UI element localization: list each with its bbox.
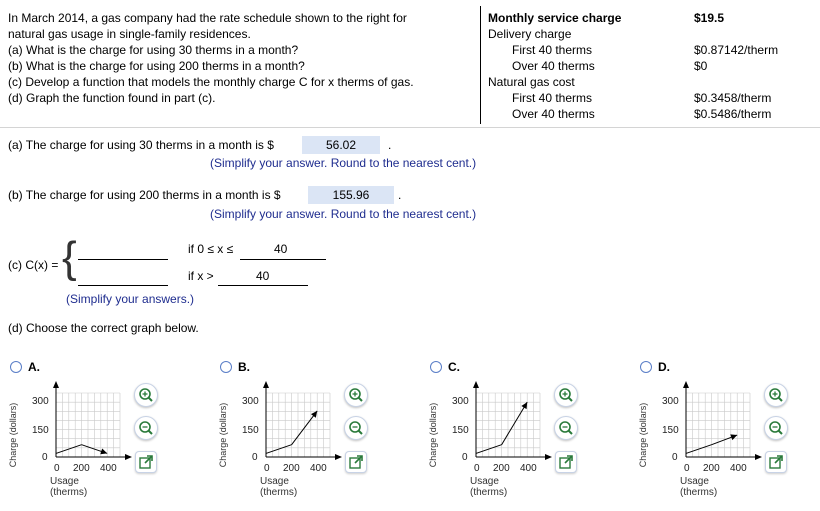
- y-tick-label: 150: [662, 425, 679, 436]
- zoom-in-button[interactable]: [764, 383, 788, 407]
- y-tick-label: 300: [662, 396, 679, 407]
- rate-table-divider: [480, 6, 481, 124]
- graph-arrowhead: [100, 449, 107, 455]
- natural-gas-label: Natural gas cost: [488, 75, 575, 89]
- option-radio[interactable]: [430, 361, 442, 373]
- part-a-hint: (Simplify your answer. Round to the nearest cent.): [210, 156, 477, 170]
- zoom-in-icon: [135, 384, 157, 406]
- zoom-out-icon: [765, 417, 787, 439]
- y-axis-label: Charge (dollars): [428, 402, 438, 468]
- graph-arrowhead: [311, 411, 317, 418]
- problem-line: In March 2014, a gas company had the rate schedule shown to the right for: [8, 11, 407, 25]
- x-tick-label: 0: [474, 463, 480, 474]
- y-axis-label: Charge (dollars): [218, 402, 228, 468]
- x-axis-arrow: [545, 454, 552, 460]
- x-tick-label: 400: [730, 463, 747, 474]
- y-tick-label: 300: [452, 396, 469, 407]
- arrow-shaft: [565, 456, 572, 463]
- enlarge-graph-button[interactable]: [135, 451, 157, 473]
- x-axis-arrow: [755, 454, 762, 460]
- delivery-over-value: $0: [694, 59, 708, 73]
- x-axis-arrow: [125, 454, 132, 460]
- arrow-shaft: [775, 456, 782, 463]
- x-tick-label: 0: [684, 463, 690, 474]
- x-tick-label: 200: [283, 463, 300, 474]
- magnifier-handle: [149, 398, 153, 402]
- part-a-prompt: (a) The charge for using 30 therms in a month is $: [8, 138, 274, 152]
- problem-line: (a) What is the charge for using 30 therms in a month?: [8, 43, 299, 57]
- piece2-condition: if x >: [188, 269, 214, 283]
- graph-plot: [680, 381, 770, 461]
- problem-statement: [8, 10, 414, 106]
- part-a-answer-field[interactable]: 56.02: [302, 136, 380, 154]
- gas-first-value: $0.3458/therm: [694, 91, 772, 105]
- y-axis-arrow: [683, 381, 689, 388]
- piece2-bound-underline: [218, 285, 308, 286]
- zoom-out-button[interactable]: [344, 416, 368, 440]
- y-tick-label: 0: [672, 452, 678, 463]
- zoom-in-icon: [765, 384, 787, 406]
- open-window-icon: [556, 452, 576, 472]
- piece1-expression-field[interactable]: [78, 259, 168, 260]
- x-axis-arrow: [335, 454, 342, 460]
- magnifier-handle: [779, 431, 783, 435]
- x-tick-label: 400: [520, 463, 537, 474]
- zoom-in-icon: [555, 384, 577, 406]
- problem-line: (b) What is the charge for using 200 therms in a month?: [8, 59, 305, 73]
- monthly-service-label: Monthly service charge: [488, 11, 622, 25]
- x-tick-label: 200: [73, 463, 90, 474]
- zoom-in-button[interactable]: [134, 383, 158, 407]
- x-axis-label: Usage (therms): [470, 476, 508, 498]
- part-b-prompt: (b) The charge for using 200 therms in a month is $: [8, 188, 281, 202]
- graph-arrowhead: [521, 402, 527, 409]
- zoom-out-icon: [135, 417, 157, 439]
- option-radio[interactable]: [220, 361, 232, 373]
- problem-line: (c) Develop a function that models the monthly charge C for x therms of gas.: [8, 75, 414, 89]
- x-tick-label: 400: [100, 463, 117, 474]
- y-tick-label: 0: [42, 452, 48, 463]
- zoom-in-icon: [345, 384, 367, 406]
- zoom-in-button[interactable]: [344, 383, 368, 407]
- x-axis-label: Usage (therms): [50, 476, 88, 498]
- option-letter: B.: [238, 360, 250, 374]
- x-axis-label: Usage (therms): [260, 476, 298, 498]
- y-axis-arrow: [473, 381, 479, 388]
- magnifier-handle: [569, 398, 573, 402]
- delivery-first-value: $0.87142/therm: [694, 43, 779, 57]
- problem-line: (d) Graph the function found in part (c).: [8, 91, 216, 105]
- y-axis-arrow: [263, 381, 269, 388]
- magnifier-handle: [569, 431, 573, 435]
- gas-first-label: First 40 therms: [512, 91, 593, 105]
- graph-plot: [470, 381, 560, 461]
- y-tick-label: 150: [242, 425, 259, 436]
- part-c-label: (c) C(x) =: [8, 258, 59, 272]
- zoom-out-icon: [345, 417, 367, 439]
- open-window-icon: [136, 452, 156, 472]
- y-axis-label: Charge (dollars): [8, 402, 18, 468]
- option-radio[interactable]: [640, 361, 652, 373]
- problem-line: natural gas usage in single-family residences.: [8, 27, 251, 41]
- gas-over-label: Over 40 therms: [512, 107, 595, 121]
- part-b-period: .: [398, 188, 402, 202]
- zoom-out-button[interactable]: [134, 416, 158, 440]
- magnifier-handle: [149, 431, 153, 435]
- y-tick-label: 150: [452, 425, 469, 436]
- x-tick-label: 400: [310, 463, 327, 474]
- open-window-icon: [766, 452, 786, 472]
- magnifier-handle: [359, 398, 363, 402]
- option-letter: D.: [658, 360, 670, 374]
- x-tick-label: 200: [703, 463, 720, 474]
- enlarge-graph-button[interactable]: [555, 451, 577, 473]
- magnifier-handle: [779, 398, 783, 402]
- y-tick-label: 0: [462, 452, 468, 463]
- x-tick-label: 0: [54, 463, 60, 474]
- x-axis-label: Usage (therms): [680, 476, 718, 498]
- x-tick-label: 0: [264, 463, 270, 474]
- y-tick-label: 150: [32, 425, 49, 436]
- y-axis-arrow: [53, 381, 59, 388]
- zoom-out-icon: [555, 417, 577, 439]
- arrow-shaft: [355, 456, 362, 463]
- y-axis-label: Charge (dollars): [638, 402, 648, 468]
- zoom-out-button[interactable]: [764, 416, 788, 440]
- piece1-condition: if 0 ≤ x ≤: [188, 242, 234, 256]
- piece1-bound: 40: [274, 242, 288, 256]
- enlarge-graph-button[interactable]: [765, 451, 787, 473]
- part-b-answer-field[interactable]: 155.96: [308, 186, 394, 204]
- monthly-service-value: $19.5: [694, 11, 725, 25]
- open-window-icon: [346, 452, 366, 472]
- x-tick-label: 200: [493, 463, 510, 474]
- option-letter: A.: [28, 360, 40, 374]
- graph-plot: [50, 381, 140, 461]
- part-c-hint: (Simplify your answers.): [66, 292, 195, 306]
- piecewise-brace: {: [62, 233, 77, 282]
- y-tick-label: 0: [252, 452, 258, 463]
- option-letter: C.: [448, 360, 460, 374]
- arrow-shaft: [145, 456, 152, 463]
- section-divider: [0, 127, 820, 128]
- part-a-period: .: [388, 138, 392, 152]
- piece2-expression-field[interactable]: [78, 285, 168, 286]
- delivery-over-label: Over 40 therms: [512, 59, 595, 73]
- enlarge-graph-button[interactable]: [345, 451, 367, 473]
- piece2-bound: 40: [256, 269, 270, 283]
- delivery-first-label: First 40 therms: [512, 43, 593, 57]
- y-tick-label: 300: [32, 396, 49, 407]
- delivery-charge-label: Delivery charge: [488, 27, 572, 41]
- zoom-out-button[interactable]: [554, 416, 578, 440]
- zoom-in-button[interactable]: [554, 383, 578, 407]
- magnifier-handle: [359, 431, 363, 435]
- y-tick-label: 300: [242, 396, 259, 407]
- gas-over-value: $0.5486/therm: [694, 107, 772, 121]
- graph-plot: [260, 381, 350, 461]
- part-d-prompt: (d) Choose the correct graph below.: [8, 321, 199, 335]
- part-b-hint: (Simplify your answer. Round to the nearest cent.): [210, 207, 477, 221]
- piece1-bound-underline: [240, 259, 326, 260]
- option-radio[interactable]: [10, 361, 22, 373]
